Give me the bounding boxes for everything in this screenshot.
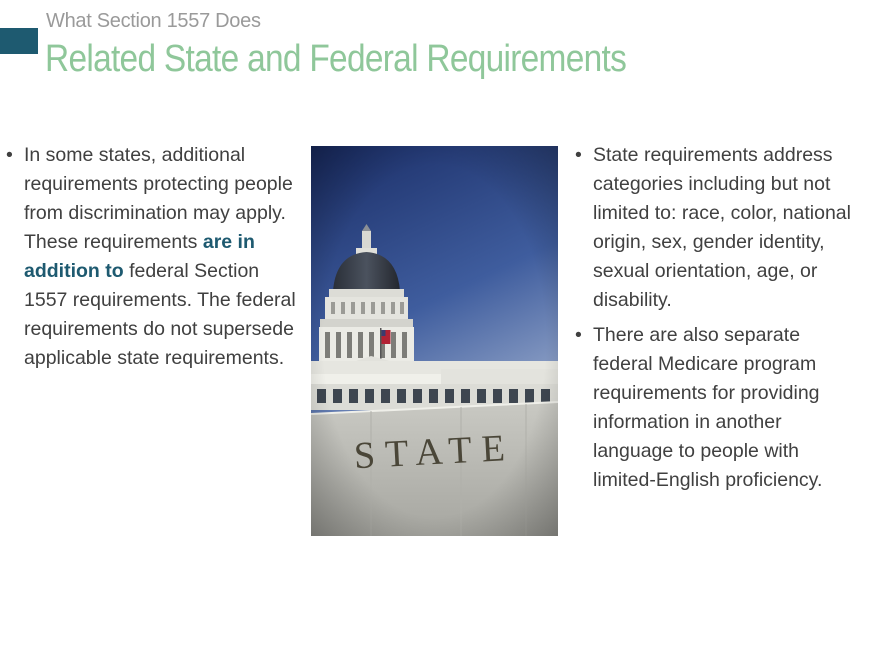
left-text-after: federal Section 1557 requirements. The federal requirements do not supersede applicable state requirements. [24, 260, 296, 369]
capitol-illustration [311, 146, 558, 536]
left-bullet-item [6, 141, 296, 373]
right-bullet-item [575, 321, 860, 495]
right-bullet-text: State requirements address categories including but not limited to: race, color, national origin, sex, gender identity, sexual orientation, age, or disability. [593, 144, 851, 311]
right-bullet-text: There are also separate federal Medicare program requirements for providing information in another language to people with limited-English proficiency. [593, 324, 823, 491]
left-text-emphasis: are in addition to [24, 231, 255, 282]
slide-title: Related State and Federal Requirements [45, 38, 627, 80]
bullet-dot: • [575, 324, 582, 346]
left-text-before: In some states, additional requirements protecting people from discrimination may apply. These requirements [24, 144, 293, 253]
right-text-column [575, 141, 860, 501]
left-text-column [6, 141, 296, 379]
slide-subtitle: What Section 1557 Does [46, 10, 261, 32]
state-capitol-photo [311, 146, 558, 536]
accent-bar [0, 28, 38, 54]
bullet-dot: • [6, 144, 13, 166]
right-bullet-item [575, 141, 860, 315]
bullet-dot: • [575, 144, 582, 166]
